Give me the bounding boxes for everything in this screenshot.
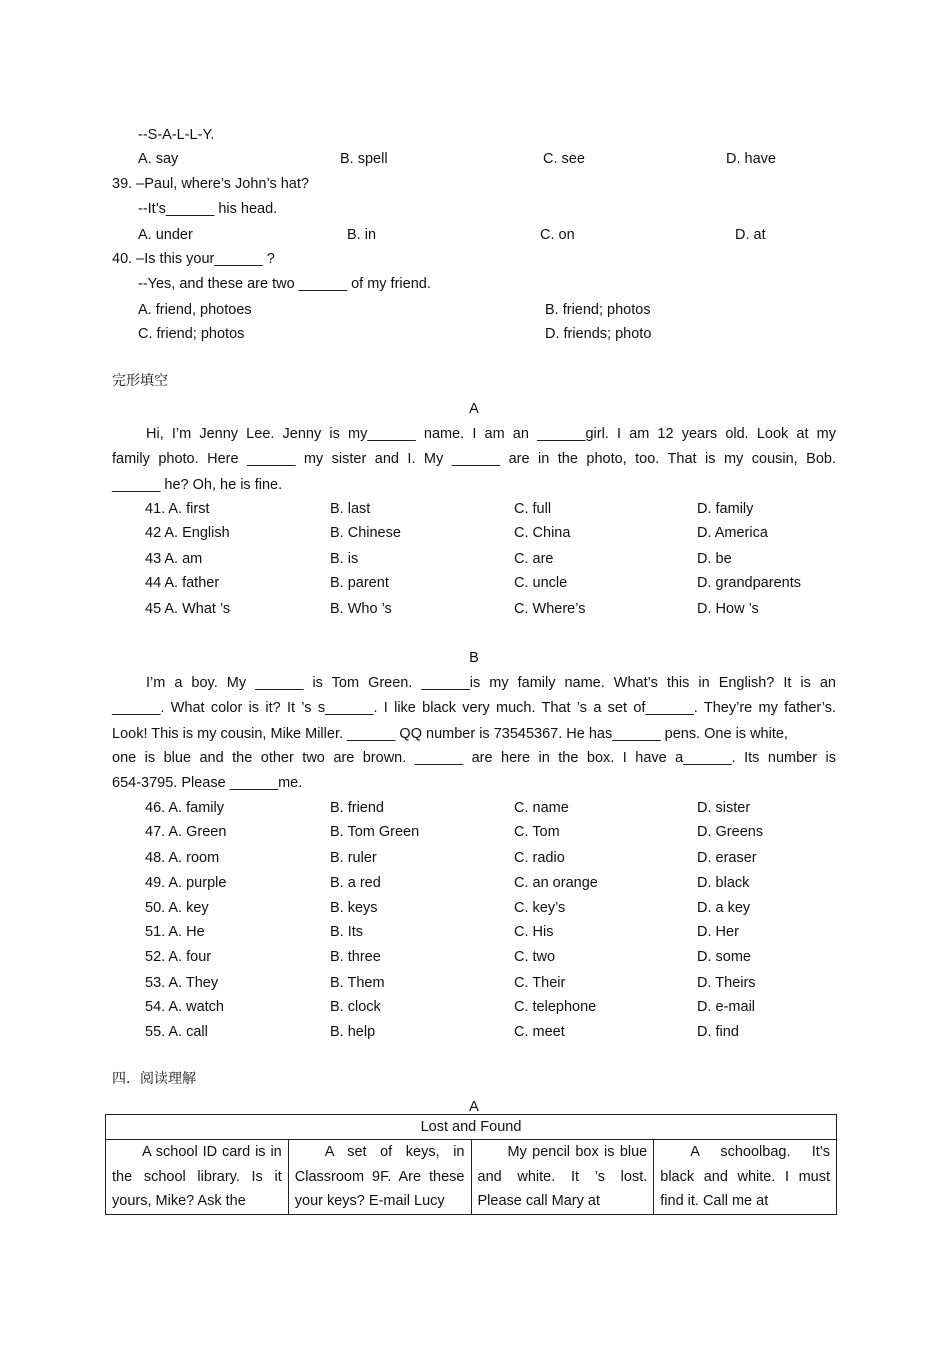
notice-cell-3 — [471, 1140, 654, 1215]
notice-text-1: A school ID card is in the school library. Is it yours, Mike? Ask the — [112, 1144, 282, 1209]
q39-answer-line: --It’s______ his head. — [138, 201, 278, 217]
q54-option-d: D. e-mail — [697, 999, 756, 1015]
q51-option-d: D. Her — [697, 924, 739, 940]
q40-option-a: A. friend, photoes — [138, 302, 252, 318]
q41-option-b: B. last — [330, 501, 371, 517]
cloze-b-line-5: 654-3795. Please ______me. — [112, 775, 303, 791]
q52-option-d: D. some — [697, 949, 751, 965]
q52-option-c: C. two — [514, 949, 556, 965]
section-title-reading: 四．阅读理解 — [112, 1071, 196, 1087]
q42-option-b: B. Chinese — [330, 525, 401, 541]
q45-option-a: 45 A. What ’s — [145, 601, 231, 617]
notice-cell-1 — [106, 1140, 289, 1215]
q40-option-c: C. friend; photos — [138, 326, 245, 342]
q51-option-b: B. Its — [330, 924, 364, 940]
q51-option-a: 51. A. He — [145, 924, 205, 940]
q46-option-c: C. name — [514, 800, 569, 816]
q40-question: 40. –Is this your______ ? — [112, 251, 275, 267]
q50-option-b: B. keys — [330, 900, 378, 916]
cloze-a-line-1: Hi, I’m Jenny Lee. Jenny is my______ name. I am an ______girl. I am 12 years old. Look at my — [146, 426, 836, 442]
q40-option-b: B. friend; photos — [545, 302, 651, 318]
q44-option-d: D. grandparents — [697, 575, 801, 591]
cloze-b-line-1: I’m a boy. My ______ is Tom Green. ______is my family name. What’s this in English? It is an — [146, 675, 836, 691]
q45-option-d: D. How ’s — [697, 601, 759, 617]
q38-option-d: D. have — [726, 151, 776, 167]
q53-option-c: C. Their — [514, 975, 566, 991]
cloze-a-line-3: ______ he? Oh, he is fine. — [112, 477, 283, 493]
q42-option-d: D. America — [697, 525, 768, 541]
q48-option-b: B. ruler — [330, 850, 377, 866]
q53-option-d: D. Theirs — [697, 975, 756, 991]
q43-option-a: 43 A. am — [145, 551, 203, 567]
q47-option-c: C. Tom — [514, 824, 560, 840]
q46-option-a: 46. A. family — [145, 800, 224, 816]
q47-option-b: B. Tom Green — [330, 824, 420, 840]
notice-text-4: A schoolbag. It’s black and white. I must find it. Call me at — [660, 1144, 830, 1209]
cloze-b-line-4: one is blue and the other two are brown. ______ are here in the box. I have a______. Its number is — [112, 750, 836, 766]
q55-option-c: C. meet — [514, 1024, 565, 1040]
q49-option-c: C. an orange — [514, 875, 598, 891]
cloze-a-line-2: family photo. Here ______ my sister and I. My ______ are in the photo, too. That is my cousin, Bob. — [112, 451, 836, 467]
q54-option-c: C. telephone — [514, 999, 597, 1015]
q50-option-c: C. key’s — [514, 900, 566, 916]
reading-a-label: A — [469, 1099, 479, 1115]
q44-option-c: C. uncle — [514, 575, 568, 591]
q50-option-d: D. a key — [697, 900, 751, 916]
q38-option-a: A. say — [138, 151, 179, 167]
q44-option-a: 44 A. father — [145, 575, 220, 591]
q55-option-b: B. help — [330, 1024, 376, 1040]
q55-option-d: D. find — [697, 1024, 739, 1040]
q48-option-d: D. eraser — [697, 850, 757, 866]
q39-question: 39. –Paul, where’s John’s hat? — [112, 176, 309, 192]
q43-option-c: C. are — [514, 551, 554, 567]
q43-option-d: D. be — [697, 551, 732, 567]
q47-option-a: 47. A. Green — [145, 824, 227, 840]
q49-option-b: B. a red — [330, 875, 381, 891]
q52-option-a: 52. A. four — [145, 949, 212, 965]
q46-option-d: D. sister — [697, 800, 751, 816]
q39-option-d: D. at — [735, 227, 766, 243]
q41-option-d: D. family — [697, 501, 754, 517]
q39-option-c: C. on — [540, 227, 575, 243]
q51-option-c: C. His — [514, 924, 554, 940]
q42-option-c: C. China — [514, 525, 571, 541]
q38-option-c: C. see — [543, 151, 585, 167]
q41-option-a: 41. A. first — [145, 501, 210, 517]
lost-and-found-header: Lost and Found — [106, 1115, 837, 1140]
q39-option-b: B. in — [347, 227, 377, 243]
cloze-b-line-2: ______. What color is it? It ’s s______. I like black very much. That ’s a set of______. They’re my father’s. — [112, 700, 836, 716]
q48-option-a: 48. A. room — [145, 850, 220, 866]
q52-option-b: B. three — [330, 949, 381, 965]
section-title-cloze: 完形填空 — [112, 373, 168, 389]
q50-option-a: 50. A. key — [145, 900, 209, 916]
q42-option-a: 42 A. English — [145, 525, 230, 541]
q45-option-b: B. Who ’s — [330, 601, 392, 617]
q38-option-b: B. spell — [340, 151, 388, 167]
notice-text-2: A set of keys, in Classroom 9F. Are these your keys? E-mail Lucy — [294, 1144, 465, 1209]
cloze-b-line-3: Look! This is my cousin, Mike Miller. ______ QQ number is 73545367. He has______ pens. One is white, — [112, 726, 788, 742]
q46-option-b: B. friend — [330, 800, 384, 816]
q53-option-a: 53. A. They — [145, 975, 219, 991]
cloze-a-label: A — [469, 401, 479, 417]
q55-option-a: 55. A. call — [145, 1024, 208, 1040]
cloze-b-label: B — [469, 650, 479, 666]
q38-answer-line: --S-A-L-L-Y. — [138, 127, 215, 143]
q45-option-c: C. Where’s — [514, 601, 586, 617]
q47-option-d: D. Greens — [697, 824, 764, 840]
q53-option-b: B. Them — [330, 975, 385, 991]
notice-text-3: My pencil box is blue and white. It ’s lost. Please call Mary at — [477, 1144, 648, 1209]
q48-option-c: C. radio — [514, 850, 565, 866]
lost-and-found-table — [105, 1114, 837, 1215]
q41-option-c: C. full — [514, 501, 552, 517]
notice-cell-2 — [288, 1140, 471, 1215]
q54-option-a: 54. A. watch — [145, 999, 224, 1015]
q40-answer-line: --Yes, and these are two ______ of my friend. — [138, 276, 431, 292]
q49-option-a: 49. A. purple — [145, 875, 227, 891]
q39-option-a: A. under — [138, 227, 193, 243]
q43-option-b: B. is — [330, 551, 359, 567]
q54-option-b: B. clock — [330, 999, 381, 1015]
q44-option-b: B. parent — [330, 575, 389, 591]
q40-option-d: D. friends; photo — [545, 326, 652, 342]
notice-cell-4 — [654, 1140, 837, 1215]
q49-option-d: D. black — [697, 875, 750, 891]
